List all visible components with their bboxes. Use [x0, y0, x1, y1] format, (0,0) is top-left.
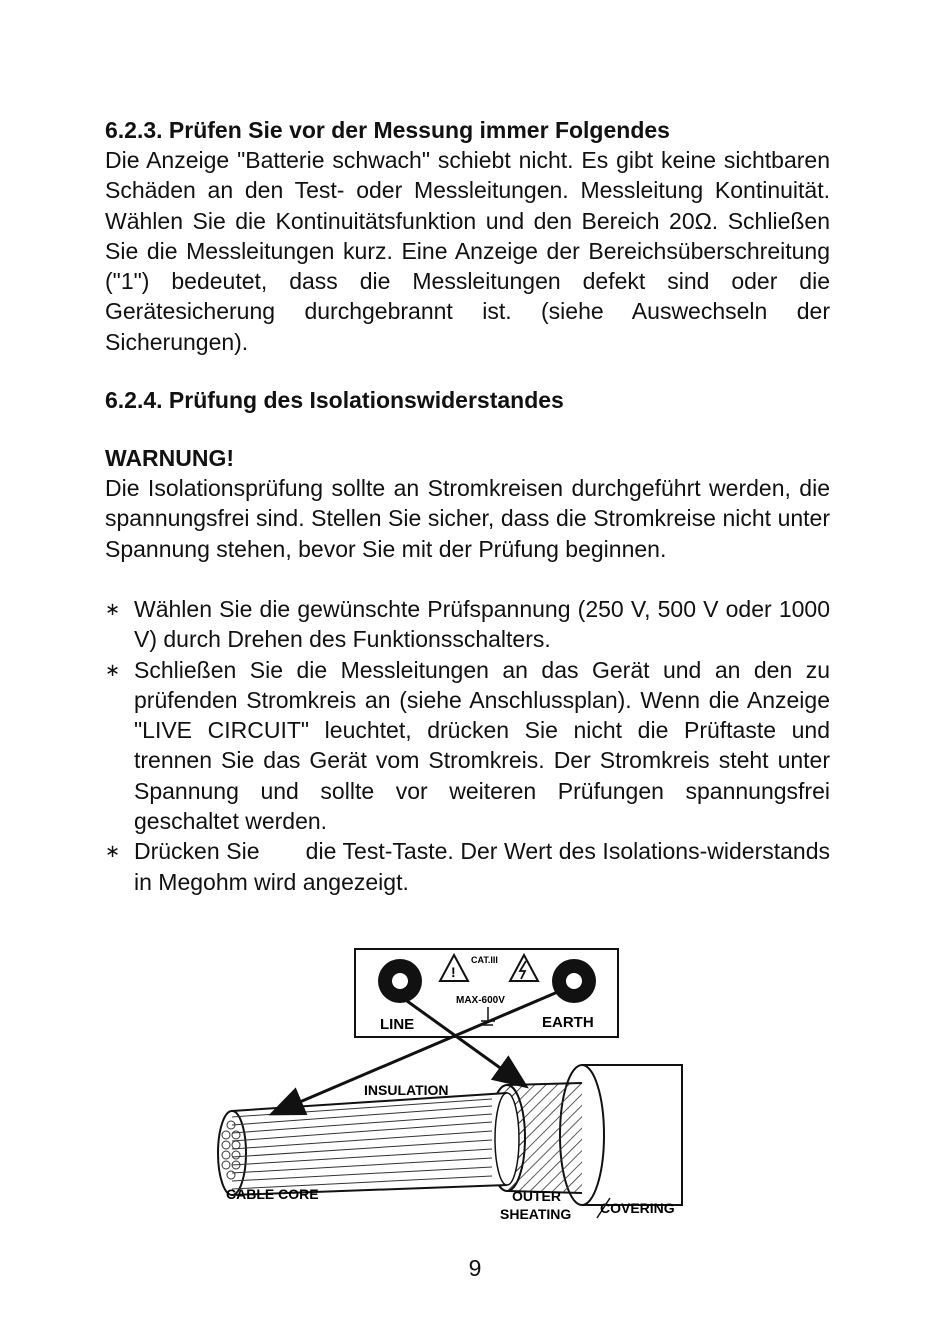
list-item [105, 594, 830, 655]
outer-label: OUTER [512, 1188, 561, 1204]
bullet-star-icon: ∗ [105, 659, 121, 680]
cat-label: CAT.III [471, 955, 498, 965]
earth-label: EARTH [542, 1014, 594, 1031]
covering-label: COVERING [600, 1200, 675, 1216]
insulation-label: INSULATION [364, 1082, 449, 1098]
max-voltage-label: MAX-600V [456, 995, 505, 1006]
section-body-6-2-3: Die Anzeige "Batterie schwach" schiebt nicht. Es gibt keine sichtbaren Schäden an den Test- oder Messleitungen. Messleitung Kontinuität. Wählen Sie die Kontinuitätsfunktion und den Bereich 20Ω. Schließen Sie die Messleitungen kurz. Eine Anzeige der Bereichsüberschreitung ("1") bedeutet, dass die Messleitungen defekt sind oder die Gerätesicherung durchgebrannt ist. (siehe Auswechseln der Sicherungen). [105, 147, 830, 355]
bullet-star-icon: ∗ [105, 841, 121, 862]
list-item-text: Drücken Sie die Test-Taste. Der Wert des Isolations-widerstands in Megohm wird angezeigt. [134, 838, 837, 895]
warning-body: Die Isolationsprüfung sollte an Stromkreisen durchgeführt werden, die spannungsfrei sind. Stellen Sie sicher, dass die Stromkreise nicht unter Spannung stehen, bevor Sie mit der Prüfung beginnen. [105, 475, 830, 562]
cable-drawing [218, 1065, 682, 1205]
line-label: LINE [380, 1016, 415, 1033]
page-number: 9 [468, 1255, 482, 1281]
connection-diagram [212, 943, 692, 1228]
list-item-text: Schließen Sie die Messleitungen an das Gerät und an den zu prüfenden Stromkreis an (siehe Anschlussplan). Wenn die Anzeige "LIVE CIRCUIT" leuchtet, drücken Sie nicht die Prüftaste und trennen Sie das Gerät vom Stromkreis. Der Stromkreis steht unter Spannung und sollte vor weiteren Prüfungen spannungsfrei geschaltet werden. [134, 656, 830, 835]
cable-core-label: CABLE CORE [226, 1186, 319, 1202]
bullet-star-icon: ∗ [105, 598, 121, 619]
list-item [105, 655, 830, 837]
instruction-list [105, 594, 837, 897]
manual-page-body [105, 115, 837, 897]
list-item [105, 836, 837, 897]
sheating-label: SHEATING [500, 1206, 572, 1222]
svg-text:!: ! [451, 964, 456, 980]
section-heading-6-2-4: 6.2.4. Prüfung des Isolationswiderstandes [105, 387, 564, 414]
section-heading-6-2-3: 6.2.3. Prüfen Sie vor der Messung immer Folgendes [105, 117, 670, 143]
list-item-text: Wählen Sie die gewünschte Prüfspannung (250 V, 500 V oder 1000 V) durch Drehen des Funktionsschalters. [134, 595, 830, 653]
warning-title: WARNUNG! [105, 445, 235, 472]
